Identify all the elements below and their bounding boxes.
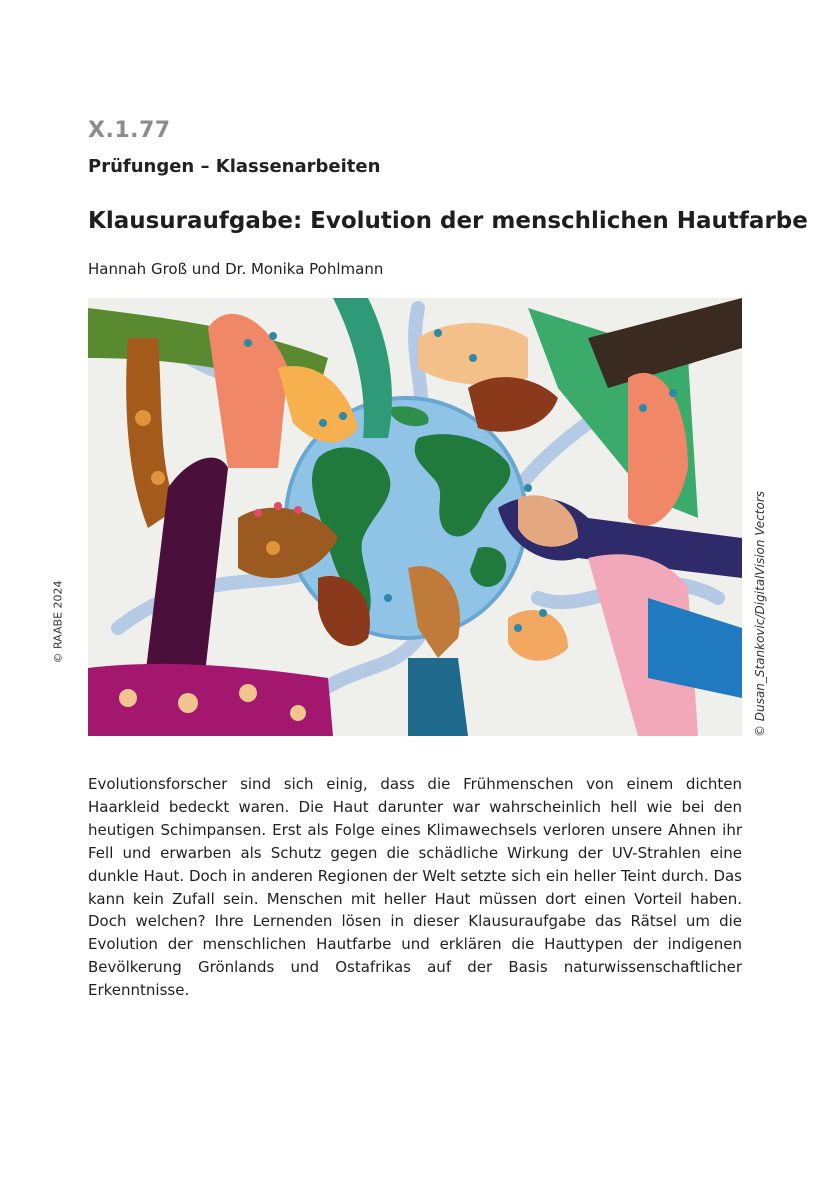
authors: Hannah Groß und Dr. Monika Pohlmann	[88, 260, 384, 278]
document-code: X.1.77	[88, 118, 171, 143]
copyright-notice: © RAABE 2024	[51, 580, 65, 664]
intro-paragraph: Evolutionsforscher sind sich einig, dass die Frühmenschen von einem dichten Haarkleid bedeckt waren. Die Haut darunter war wahrscheinlich hell wie bei den heutigen Schimpansen. Erst als Folge eines Klimawechsels verloren unsere Ahnen ihr Fell und erwarben als Schutz gegen die schädliche Wirkung der UV-Strahlen eine dunkle Haut. Doch in anderen Regionen der Welt setzte sich ein heller Teint durch. Das kann kein Zufall sein. Menschen mit heller Haut müssen dort einen Vorteil haben. Doch welchen? Ihre Lernenden lösen in dieser Klausuraufgabe das Rätsel um die Evolution der menschlichen Hautfarbe und erklären die Hauttypen der indigenen Bevölkerung Grönlands und Ostafrikas auf der Basis naturwissenschaftlicher Erkenntnisse.	[88, 775, 742, 1000]
image-credit: © Dusan_Stankovic/DigitalVision Vectors	[753, 490, 767, 738]
hands-globe-illustration	[88, 298, 742, 736]
page-title: Klausuraufgabe: Evolution der menschlichen Hautfarbe	[88, 208, 808, 234]
series-heading: Prüfungen – Klassenarbeiten	[88, 156, 381, 177]
hero-illustration	[88, 298, 742, 736]
